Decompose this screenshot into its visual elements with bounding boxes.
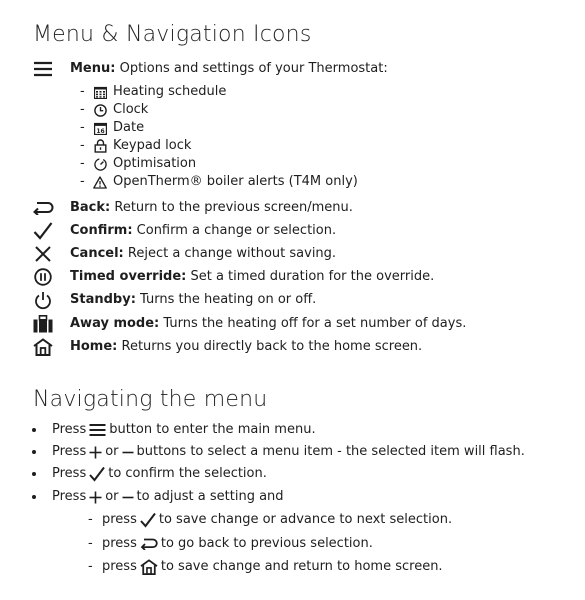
minus-icon bbox=[122, 446, 134, 459]
optimisation-icon bbox=[92, 156, 108, 172]
section-title-navigating: Navigating the menu bbox=[33, 387, 268, 412]
home-icon bbox=[140, 559, 158, 575]
confirm-description: Confirm: Confirm a change or selection. bbox=[70, 223, 337, 238]
plus-icon bbox=[89, 446, 102, 459]
nav-step-save: - press to save change or advance to next selection. bbox=[88, 512, 453, 527]
menu-item-clock: - Clock bbox=[80, 102, 149, 117]
minus-icon bbox=[122, 491, 134, 504]
checkmark-icon bbox=[32, 221, 54, 241]
menu-item-keypad-lock: - Keypad lock bbox=[80, 138, 192, 153]
calendar-grid-icon bbox=[92, 84, 108, 100]
checkmark-icon bbox=[89, 466, 105, 482]
pause-circle-icon bbox=[32, 267, 54, 287]
menu-item-opentherm-alerts: - OpenTherm® boiler alerts (T4M only) bbox=[80, 174, 358, 189]
hamburger-menu-icon bbox=[89, 423, 106, 437]
svg-text:16: 16 bbox=[95, 127, 105, 135]
menu-item-optimisation: - Optimisation bbox=[80, 156, 197, 171]
cross-icon bbox=[32, 244, 54, 264]
plus-icon bbox=[89, 491, 102, 504]
warning-triangle-icon bbox=[92, 174, 108, 190]
away-mode-description: Away mode: Turns the heating off for a set number of days. bbox=[70, 316, 467, 331]
back-arrow-icon bbox=[32, 199, 54, 217]
back-description: Back: Return to the previous screen/menu. bbox=[70, 200, 353, 215]
padlock-icon bbox=[92, 138, 108, 154]
back-arrow-icon bbox=[140, 538, 158, 550]
nav-bullet-1: Press button to enter the main menu. bbox=[36, 421, 316, 439]
timed-override-description: Timed override: Set a timed duration for the override. bbox=[70, 269, 435, 284]
hamburger-menu-icon bbox=[32, 60, 54, 78]
nav-bullet-3: Press to confirm the selection. bbox=[36, 465, 267, 483]
nav-step-back: - press to go back to previous selection. bbox=[88, 536, 373, 551]
checkmark-icon bbox=[140, 512, 156, 528]
date-16-icon bbox=[92, 120, 108, 136]
nav-bullet-4: Press or to adjust a setting and bbox=[36, 488, 284, 506]
nav-bullet-2: Press or buttons to select a menu item - the selected item will flash. bbox=[36, 443, 525, 461]
power-icon bbox=[32, 290, 54, 310]
standby-description: Standby: Turns the heating on or off. bbox=[70, 292, 317, 307]
clock-icon bbox=[92, 102, 108, 118]
cancel-description: Cancel: Reject a change without saving. bbox=[70, 246, 337, 261]
section-title-menu-icons: Menu & Navigation Icons bbox=[33, 22, 312, 47]
nav-step-home: - press to save change and return to home screen. bbox=[88, 559, 443, 574]
suitcase-icon bbox=[32, 314, 54, 334]
menu-item-heating-schedule: - Heating schedule bbox=[80, 84, 227, 99]
menu-item-date: - 16 Date bbox=[80, 120, 145, 135]
home-description: Home: Returns you directly back to the home screen. bbox=[70, 339, 423, 354]
menu-description: Menu: Options and settings of your Thermostat: bbox=[70, 61, 388, 76]
home-icon bbox=[32, 337, 54, 357]
